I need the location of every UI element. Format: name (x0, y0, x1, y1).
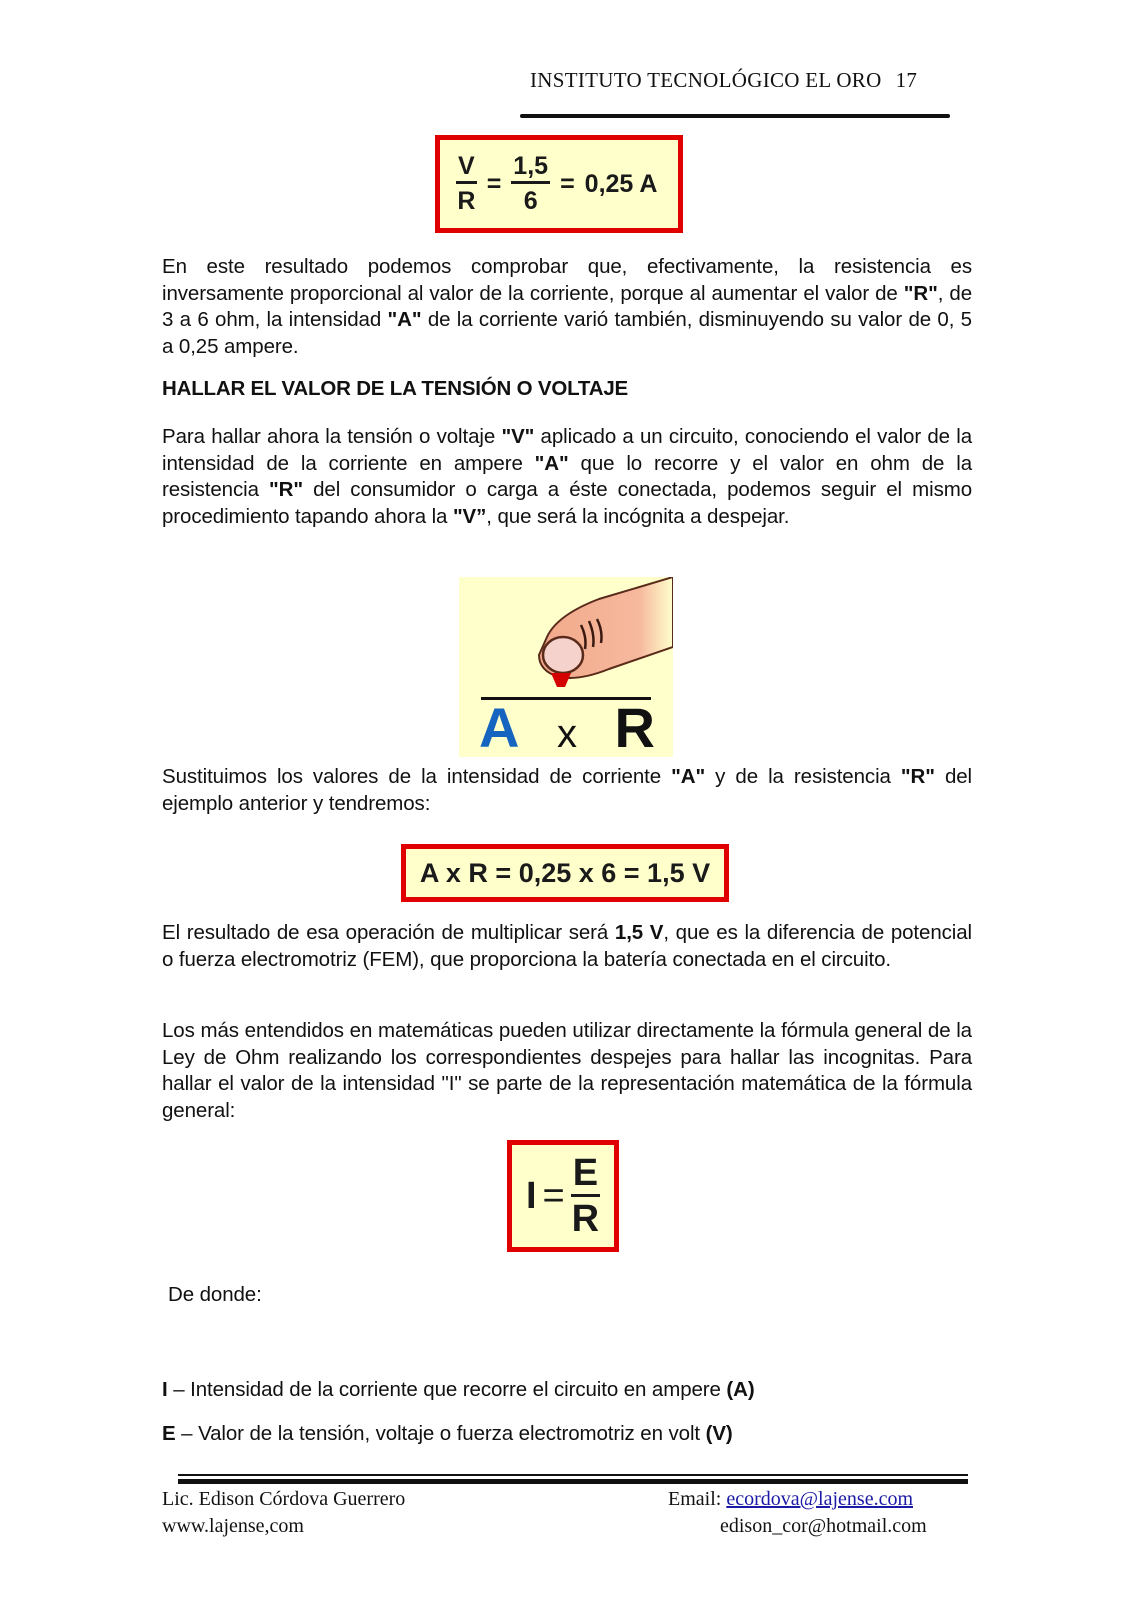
paragraph-inverse-proportion: En este resultado podemos comprobar que, efectivamente, la resistencia es inversamente proporcional al valor de la corriente, porque al aumentar el valor de "R", de 3 a 6 ohm, la intensidad "A" de la corriente varió también, disminuyendo su valor de 0, 5 a 0,25 ampere. (162, 255, 973, 358)
paragraph-voltage-method: Para hallar ahora la tensión o voltaje "V" aplicado a un circuito, conociendo el valor de la intensidad de la corriente en ampere "A" que lo recorre y el valor en ohm de la resistencia "R" del consumidor o carga a éste conectada, podemos seguir el mismo procedimiento tapando ahora la "V”, que será la incógnita a despejar. (162, 425, 973, 528)
institute-title: INSTITUTO TECNOLÓGICO EL ORO (530, 68, 882, 92)
page-number: 17 (895, 68, 918, 92)
footer-website: www.lajense,com (162, 1515, 304, 1537)
footer-email: Email: ecordova@lajense.com (668, 1488, 913, 1510)
fraction-e-over-r: $\frac{E}{R}$ (571, 1151, 600, 1240)
formula-box-current: $\frac{V}{R}$ = $\frac{1,5}{6}$ = 0,25 A (435, 135, 683, 233)
definition-i: I – Intensidad de la corriente que recorre el circuito en ampere (A) (162, 1378, 755, 1401)
fraction-values: $\frac{1,5}{6}$ (513, 151, 549, 215)
formula-box-ohms-law: I = $\frac{E}{R}$ (507, 1140, 619, 1252)
definition-e: E – Valor de la tensión, voltaje o fuerza electromotriz en volt (V) (162, 1422, 733, 1445)
email-link-primary[interactable]: ecordova@lajense.com (726, 1488, 913, 1510)
formula-result: 0,25 A (584, 169, 658, 198)
footer-email-secondary: edison_cor@hotmail.com (720, 1515, 927, 1537)
footer-author: Lic. Edison Córdova Guerrero (162, 1488, 406, 1510)
page-header (530, 68, 917, 93)
finger-cover-illustration (459, 577, 673, 757)
section-heading: HALLAR EL VALOR DE LA TENSIÓN O VOLTAJE (162, 377, 628, 400)
paragraph-general-formula: Los más entendidos en matemáticas pueden utilizar directamente la fórmula general de la Ley de Ohm realizando los correspondientes despejes para hallar las incognitas. Para hallar el valor de la intensidad "I" se parte de la representación matemática de la fórmula general: (162, 1019, 972, 1122)
fraction-v-over-r: $\frac{V}{R}$ (457, 151, 476, 215)
letter-a: A (479, 696, 520, 759)
formula-box-voltage (401, 844, 729, 902)
paragraph-result: El resultado de esa operación de multiplicar será 1,5 V, que es la diferencia de potencial o fuerza electromotriz (FEM), que proporciona la batería conectada en el circuito. (162, 921, 972, 971)
voltage-formula-text: A x R = 0,25 x 6 = 1,5 V (419, 857, 711, 888)
multiply-sign: x (557, 712, 577, 756)
ohm-triangle-bottom (479, 696, 655, 763)
footer-divider-thin (178, 1474, 968, 1476)
de-donde-label: De donde: (168, 1283, 262, 1306)
footer-divider-thick (178, 1479, 968, 1484)
paragraph-substitute: Sustituimos los valores de la intensidad de corriente "A" y de la resistencia "R" del ejemplo anterior y tendremos: (162, 765, 973, 815)
header-divider (520, 114, 950, 118)
letter-r: R (614, 696, 655, 759)
